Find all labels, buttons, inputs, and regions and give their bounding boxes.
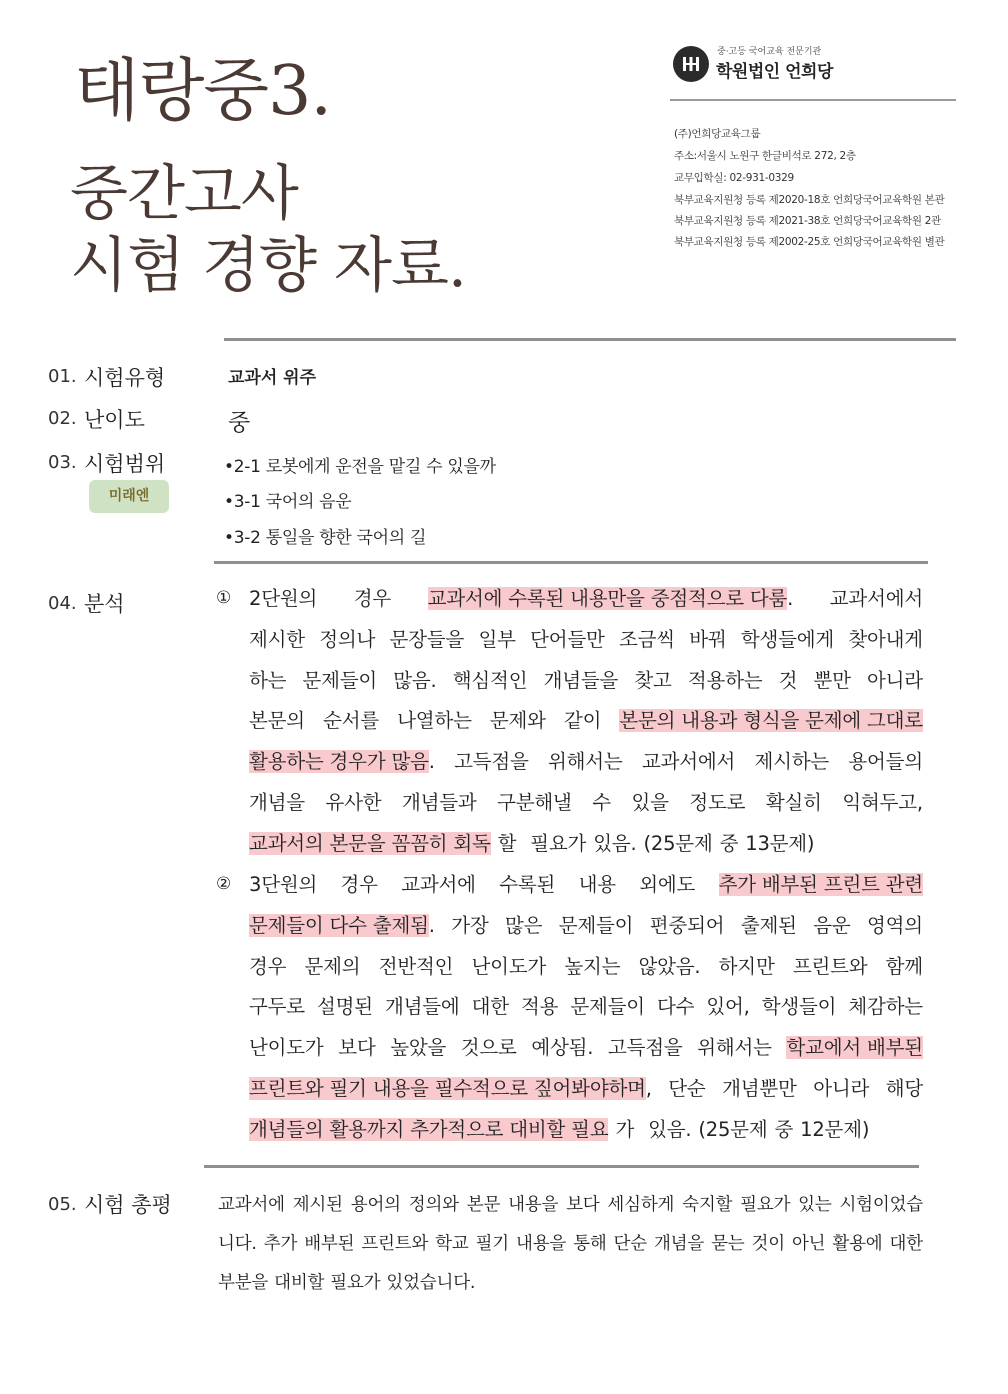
- paragraph-line: [249, 906, 923, 947]
- word: 난이도가: [471, 954, 547, 978]
- word: 숙지할: [682, 1195, 733, 1215]
- section-03-label: 시험범위: [84, 452, 166, 476]
- word: 보다: [566, 1195, 600, 1215]
- highlighted-phrase: [249, 906, 435, 947]
- logo-name: 학원법인 언희당: [716, 62, 833, 82]
- word: 확실히: [765, 790, 822, 814]
- title-line-3: 시험 경향 자료.: [70, 231, 466, 301]
- logo: [673, 44, 973, 88]
- highlight-mark: 교과서의 본문을 꼼꼼히 회독: [249, 831, 491, 855]
- logo-subtitle: 중·고등 국어교육 전문기관: [717, 47, 822, 57]
- word: 난이도가: [249, 1036, 324, 1060]
- analysis-paragraph-2: [249, 865, 923, 1151]
- word: 수록된: [499, 873, 556, 896]
- word: 묻는: [711, 1234, 745, 1254]
- section-04-number: 04.: [48, 593, 77, 614]
- word: 있어,: [706, 995, 750, 1019]
- word: 제시된: [292, 1195, 343, 1215]
- header-divider: [670, 99, 956, 101]
- word: 문장들을: [389, 627, 465, 651]
- section-02-number: 02.: [48, 408, 77, 429]
- word: 13문제): [745, 831, 815, 855]
- section-01-label: 시험유형: [84, 366, 166, 390]
- word: 학교: [435, 1234, 469, 1254]
- word: 가장: [451, 913, 489, 937]
- word: 설명된: [317, 995, 373, 1019]
- word: 하지만: [718, 954, 775, 978]
- word: 하는: [249, 668, 287, 692]
- word: 2단원의: [249, 587, 318, 610]
- word: 개념뿐만: [722, 1076, 797, 1100]
- word: 문제의: [304, 954, 361, 978]
- word: 단순: [668, 1076, 706, 1100]
- analysis-marker-2: ②: [216, 874, 232, 894]
- word: 통해: [573, 1234, 607, 1254]
- paragraph-line: [249, 824, 923, 865]
- highlighted-phrase: [249, 824, 523, 865]
- word: 경우: [249, 954, 287, 978]
- word: 찾고: [634, 668, 672, 692]
- word: 않았음.: [638, 954, 701, 978]
- word: 있음.: [593, 831, 637, 855]
- word: 개념들에: [385, 995, 460, 1019]
- range-item-2: •3-1 국어의 음운: [224, 492, 352, 512]
- word: (25문제: [698, 1117, 768, 1141]
- exam-summary: [218, 1186, 923, 1303]
- word: 많음.: [393, 668, 437, 692]
- word: 영역의: [867, 913, 923, 937]
- section-02-label: 난이도: [84, 408, 145, 432]
- section-05-number: 05.: [48, 1194, 77, 1215]
- word: 체감하는: [848, 995, 923, 1019]
- word: 필요가: [530, 831, 587, 855]
- word: 개념을: [653, 1234, 705, 1254]
- word: 단순: [613, 1234, 647, 1254]
- word: 대한: [471, 995, 509, 1019]
- highlight-mark: 교과서에 수록된 내용만을 중점적으로 다룸: [427, 587, 788, 610]
- word: 교과서에서: [829, 587, 923, 610]
- info-address: 주소:서울시 노원구 한글비석로 272, 2층: [674, 150, 856, 162]
- title-line-2: 중간고사: [70, 159, 298, 229]
- word: 세심하게: [607, 1195, 675, 1215]
- word: 경우: [353, 587, 392, 610]
- word: 경우: [340, 873, 378, 896]
- word: 문제와: [489, 709, 546, 733]
- word: 내용을: [516, 1234, 567, 1254]
- highlight-mark: 프린트와 필기 내용을 필수적으로 짚어봐야하며: [249, 1076, 646, 1100]
- paragraph-line: [249, 865, 923, 906]
- title-line-1: 태랑중3.: [74, 52, 331, 131]
- analysis-paragraph-1: [249, 579, 923, 865]
- highlight-mark: 본문의 내용과 형식을 문제에 그대로: [619, 709, 923, 733]
- word: (25문제: [643, 831, 713, 855]
- logo-mark-icon: [681, 54, 701, 74]
- highlighted-phrase: [249, 742, 435, 783]
- word: 제시한: [249, 627, 305, 651]
- word: 고득점을: [607, 1036, 683, 1060]
- word: 필요가: [330, 1273, 381, 1293]
- highlighted-phrase: [786, 1028, 922, 1069]
- section-divider-top: [224, 338, 956, 341]
- word: 있는: [798, 1195, 832, 1215]
- word: 수: [592, 790, 611, 814]
- word: 중: [719, 831, 739, 855]
- analysis-marker-1: ①: [216, 588, 232, 608]
- word: 많은: [504, 913, 543, 937]
- word: 조금씩: [618, 627, 675, 651]
- range-item-1: •2-1 로봇에게 운전을 맡길 수 있을까: [224, 457, 496, 477]
- word: 것: [778, 668, 798, 692]
- highlight-mark: 활용하는 경우가 많음: [249, 750, 429, 774]
- word: 일부: [478, 627, 516, 651]
- paragraph-line: [249, 987, 923, 1028]
- phrase-tail: ,: [645, 1076, 652, 1100]
- word: 나열하는: [397, 709, 472, 733]
- word: 문제들이: [558, 913, 634, 937]
- word: 적용하는: [687, 668, 763, 692]
- word: 아닌: [791, 1234, 826, 1254]
- highlight-mark: 추가 배부된 프린트 관련: [718, 873, 923, 896]
- word: 단어들만: [530, 627, 605, 651]
- word: 프린트와: [792, 954, 868, 978]
- range-item-3: •3-2 통일을 향한 국어의 길: [224, 528, 427, 548]
- paragraph-line: [249, 742, 923, 783]
- exam-type-value: 교과서 위주: [228, 368, 317, 388]
- word: 학생들이: [761, 995, 837, 1019]
- paragraph-line: [249, 1110, 923, 1151]
- phrase-tail: .: [428, 750, 435, 774]
- section-04-label: 분석: [84, 592, 125, 616]
- info-phone: 교무입학실: 02-931-0329: [674, 172, 794, 184]
- word: 외에도: [639, 873, 696, 896]
- word: 대비할: [274, 1273, 325, 1293]
- word: 뿐만: [813, 668, 851, 692]
- paragraph-line: [249, 947, 923, 988]
- word: 아니라: [813, 1076, 870, 1100]
- word: 해당: [885, 1076, 923, 1100]
- word: 출제된: [740, 913, 797, 937]
- word: 개념들을: [543, 668, 619, 692]
- paragraph-line: [249, 661, 923, 702]
- word: 내용: [578, 873, 616, 896]
- word: 고득점을: [454, 750, 529, 774]
- word: 3단원의: [249, 873, 318, 896]
- word: 구분해낼: [497, 790, 572, 814]
- summary-line: [218, 1186, 923, 1225]
- highlight-mark: 개념들의 활용까지 추가적으로 대비할 필요: [249, 1117, 609, 1141]
- info-registration-2: 북부교육지원청 등록 제2021-38호 언희당국어교육학원 2관: [674, 215, 942, 227]
- word: 전반적인: [378, 954, 454, 978]
- summary-line: [218, 1264, 923, 1303]
- word: 유사한: [325, 790, 382, 814]
- word: 교과서에서: [641, 750, 736, 774]
- word: 있었습니다.: [386, 1273, 476, 1293]
- word: 함께: [885, 954, 923, 978]
- highlighted-phrase: [719, 865, 923, 906]
- word: 있음.: [648, 1117, 692, 1141]
- highlight-mark: 학교에서 배부된: [786, 1036, 923, 1060]
- highlighted-phrase: [428, 579, 793, 620]
- word: 필기: [475, 1234, 509, 1254]
- word: 정의와: [408, 1195, 459, 1215]
- highlight-mark: 문제들이 다수 출제됨: [249, 913, 429, 937]
- word: 용어들의: [848, 750, 923, 774]
- phrase-tail: 가: [615, 1117, 635, 1141]
- word: 본문의: [249, 709, 305, 733]
- paragraph-line: [249, 701, 923, 742]
- word: 배부된: [304, 1234, 355, 1254]
- paragraph-line: [249, 620, 923, 661]
- word: 예상됨.: [531, 1036, 594, 1060]
- paragraph-line: [249, 1069, 923, 1110]
- info-registration-annex: 북부교육지원청 등록 제2002-25호 언희당국어교육학원 별관: [674, 236, 945, 248]
- word: 개념을: [249, 790, 305, 814]
- word: 추가: [263, 1234, 298, 1254]
- summary-line: [218, 1225, 923, 1264]
- word: 익혀두고,: [842, 790, 923, 814]
- word: 부분을: [218, 1273, 269, 1293]
- word: 내용을: [508, 1195, 559, 1215]
- word: 다수: [657, 995, 695, 1019]
- word: 바꿔: [689, 627, 727, 651]
- word: 필요가: [740, 1195, 791, 1215]
- paragraph-line: [249, 1028, 923, 1069]
- word: 문제들이: [302, 668, 378, 692]
- word: 음운: [813, 913, 851, 937]
- phrase-tail: .: [428, 913, 435, 937]
- publisher-badge: 미래엔: [89, 480, 169, 513]
- word: 높았을: [390, 1036, 447, 1060]
- word: 정도로: [689, 790, 746, 814]
- word: 교과서에: [218, 1195, 285, 1215]
- word: 시험이었습: [839, 1195, 923, 1215]
- highlighted-phrase: [249, 1069, 652, 1110]
- word: 있을: [631, 790, 669, 814]
- word: 위해서는: [697, 1036, 772, 1060]
- word: 높지는: [564, 954, 621, 978]
- highlighted-phrase: [619, 701, 923, 742]
- word: 순서를: [323, 709, 379, 733]
- section-divider-bottom: [204, 1165, 919, 1168]
- word: 개념들과: [402, 790, 477, 814]
- word: 대한: [889, 1234, 923, 1254]
- word: 프린트와: [361, 1234, 429, 1254]
- word: 찾아내게: [848, 627, 923, 651]
- phrase-tail: 할: [497, 831, 517, 855]
- highlighted-phrase: [249, 1110, 641, 1151]
- word: 12문제): [800, 1117, 870, 1141]
- phrase-tail: .: [787, 587, 794, 610]
- word: 보다: [338, 1036, 376, 1060]
- word: 활용에: [832, 1234, 883, 1254]
- word: 적용: [521, 995, 559, 1019]
- info-registration-main: 북부교육지원청 등록 제2020-18호 언희당국어교육학원 본관: [674, 194, 945, 206]
- word: 같이: [563, 709, 602, 733]
- paragraph-line: [249, 579, 923, 620]
- word: 것으로: [460, 1036, 517, 1060]
- word: 아니라: [866, 668, 923, 692]
- section-01-number: 01.: [48, 366, 77, 387]
- word: 제시하는: [754, 750, 830, 774]
- word: 편중되어: [649, 913, 725, 937]
- word: 중: [774, 1117, 794, 1141]
- word: 교과서에: [401, 873, 476, 896]
- section-03-number: 03.: [48, 452, 77, 473]
- word: 것이: [751, 1234, 785, 1254]
- word: 위해서는: [548, 750, 623, 774]
- word: 니다.: [218, 1234, 257, 1254]
- word: 문제들이: [570, 995, 645, 1019]
- logo-emblem-icon: [673, 46, 709, 82]
- paragraph-line: [249, 783, 923, 824]
- word: 핵심적인: [452, 668, 528, 692]
- word: 본문: [466, 1195, 501, 1215]
- section-divider-middle: [214, 561, 928, 564]
- word: 구두로: [249, 995, 305, 1019]
- word: 용어의: [350, 1195, 401, 1215]
- word: 정의나: [319, 627, 376, 651]
- info-company: (주)언희당교육그룹: [674, 128, 761, 140]
- word: 학생들에게: [740, 627, 835, 651]
- difficulty-value: 중: [228, 410, 251, 436]
- section-05-label: 시험 총평: [84, 1193, 172, 1217]
